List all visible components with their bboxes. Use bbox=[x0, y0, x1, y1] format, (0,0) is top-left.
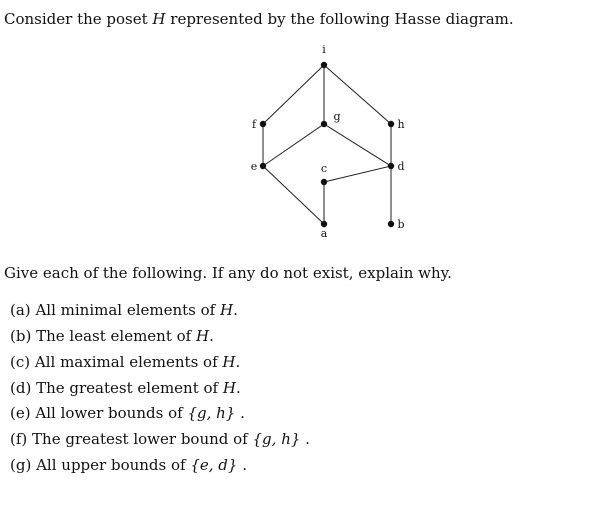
edge-e-g bbox=[263, 124, 324, 166]
edge-c-d bbox=[324, 166, 391, 182]
node-f bbox=[260, 121, 266, 127]
question-end: . bbox=[237, 456, 247, 474]
question-math: {g, h} bbox=[252, 430, 301, 448]
question-text: All lower bounds of bbox=[35, 404, 188, 422]
question-e bbox=[10, 404, 245, 422]
node-h bbox=[388, 121, 394, 127]
question-g bbox=[10, 456, 247, 474]
label-f: f bbox=[251, 118, 257, 131]
question-text: The greatest lower bound of bbox=[32, 430, 253, 448]
node-g bbox=[321, 121, 327, 127]
question-math: H bbox=[220, 301, 234, 319]
node-e bbox=[260, 163, 266, 169]
edge-f-i bbox=[263, 65, 324, 124]
question-end: . bbox=[300, 430, 310, 448]
node-c bbox=[321, 179, 327, 185]
intro-poset-variable: H bbox=[152, 10, 166, 28]
question-c bbox=[10, 353, 240, 371]
question-end: . bbox=[235, 353, 241, 371]
question-math: H bbox=[222, 379, 236, 397]
question-label: (d) bbox=[10, 379, 32, 397]
node-b bbox=[388, 221, 394, 227]
question-math: H bbox=[195, 327, 210, 345]
node-d bbox=[388, 163, 394, 169]
edge-a-e bbox=[263, 166, 324, 224]
label-g: g bbox=[333, 110, 341, 123]
question-text: All upper bounds of bbox=[36, 456, 191, 474]
question-end: . bbox=[233, 301, 238, 319]
question-b bbox=[10, 327, 214, 345]
question-end: . bbox=[235, 404, 245, 422]
edge-d-g bbox=[324, 124, 391, 166]
label-c: c bbox=[320, 162, 328, 175]
label-i: i bbox=[322, 43, 326, 56]
label-h: h bbox=[397, 118, 405, 131]
intro-text-after: represented by the following Hasse diagram. bbox=[165, 10, 514, 28]
question-end: . bbox=[209, 327, 214, 345]
question-text: All minimal elements of bbox=[35, 301, 221, 319]
question-math: H bbox=[222, 353, 236, 371]
question-math: {e, d} bbox=[190, 456, 238, 474]
question-text: The least element of bbox=[36, 327, 196, 345]
question-label: (e) bbox=[10, 404, 31, 422]
question-end: . bbox=[235, 379, 241, 397]
label-e: e bbox=[250, 160, 258, 173]
question-math: {g, h} bbox=[187, 404, 236, 422]
question-label: (c) bbox=[10, 353, 31, 371]
question-text: The greatest element of bbox=[36, 379, 223, 397]
question-f bbox=[10, 430, 310, 448]
instructions: Give each of the following. If any do not exist, explain why. bbox=[4, 264, 452, 282]
question-d bbox=[10, 379, 241, 397]
question-label: (g) bbox=[10, 456, 32, 474]
question-label: (f) bbox=[10, 430, 28, 448]
question-text: All maximal elements of bbox=[34, 353, 223, 371]
question-label: (b) bbox=[10, 327, 32, 345]
label-a: a bbox=[320, 227, 328, 240]
node-i bbox=[321, 62, 327, 68]
label-d: d bbox=[397, 160, 405, 173]
intro-text-before: Consider the poset bbox=[4, 10, 153, 28]
question-a bbox=[10, 301, 238, 319]
question-label: (a) bbox=[10, 301, 31, 319]
label-b: b bbox=[397, 218, 405, 231]
